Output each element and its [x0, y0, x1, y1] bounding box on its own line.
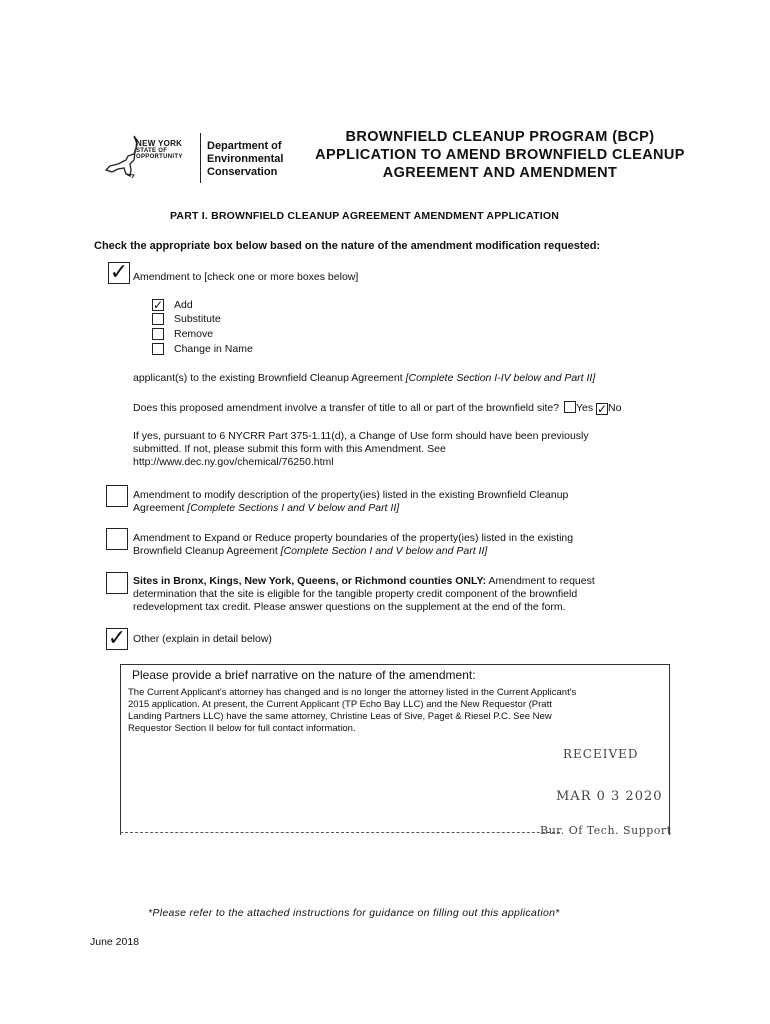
transfer-no-checkbox[interactable] [596, 403, 608, 415]
form-title [300, 128, 700, 182]
narrative-line: Requestor Section II below for full contact information. [128, 723, 356, 734]
received-stamp-date: MAR 0 3 2020 [556, 789, 663, 804]
option-line: Amendment to Expand or Reduce property boundaries of the property(ies) listed in the existing [133, 532, 574, 544]
check-icon: ✓ [109, 260, 129, 285]
remove-checkbox[interactable] [152, 328, 164, 340]
transfer-yes-checkbox[interactable] [564, 401, 576, 413]
option-line: Agreement [133, 502, 188, 514]
applicant-text [133, 372, 595, 385]
modify-description-text [133, 489, 568, 515]
amendment-checkbox[interactable] [108, 262, 130, 284]
form-date: June 2018 [90, 936, 140, 948]
expand-reduce-checkbox[interactable] [106, 528, 128, 550]
substitute-label: Substitute [174, 313, 221, 325]
logo-dept-text [207, 140, 283, 179]
received-stamp-dept: Bur. Of Tech. Support [540, 824, 672, 837]
change-of-use-line: If yes, pursuant to 6 NYCRR Part 375-1.11(d), a Change of Use form should have been previously [133, 430, 589, 442]
logo-ny-line: NEW YORK [136, 139, 183, 148]
no-label: No [608, 402, 622, 414]
title-line: BROWNFIELD CLEANUP PROGRAM (BCP) [345, 129, 655, 145]
logo-dept-line: Conservation [207, 166, 278, 178]
change-of-use-note [133, 430, 589, 469]
yes-label: Yes [575, 402, 594, 414]
logo-dept-line: Department of [207, 140, 282, 152]
modify-description-checkbox[interactable] [106, 485, 128, 507]
substitute-checkbox[interactable] [152, 313, 164, 325]
change-in-name-checkbox[interactable] [152, 343, 164, 355]
change-of-use-link[interactable]: http://www.dec.ny.gov/chemical/76250.html [133, 456, 334, 468]
option-note: [Complete Sections I and V below and Part II] [187, 502, 400, 514]
instructions-note: *Please refer to the attached instructions for guidance on filling out this application* [148, 907, 560, 919]
amendment-label: Amendment to [check one or more boxes below] [133, 271, 359, 283]
narrative-line: 2015 application. At present, the Current Applicant (TP Echo Bay LLC) and the New Requestor (Pratt [128, 699, 552, 710]
narrative-line: Landing Partners LLC) have the same attorney, Christine Leas of Sive, Paget & Riesel P.C. See New [128, 711, 552, 722]
received-stamp: RECEIVED [563, 747, 639, 761]
check-icon: ✓ [107, 626, 127, 651]
narrative-box-bottom [120, 832, 560, 833]
check-icon: ✓ [597, 402, 608, 416]
option-line: Amendment to request [486, 575, 595, 587]
logo-ny-text [136, 139, 183, 160]
option-line: Brownfield Cleanup Agreement [133, 545, 281, 557]
transfer-question: Does this proposed amendment involve a transfer of title to all or part of the brownfield site? [133, 402, 560, 414]
tangible-credit-checkbox[interactable] [106, 572, 128, 594]
narrative-body [128, 687, 663, 735]
logo-dept-line: Environmental [207, 153, 284, 165]
logo-divider [200, 133, 201, 183]
ny-state-outline-icon [104, 134, 138, 178]
change-of-use-line: submitted. If not, please submit this form with this Amendment. See [133, 443, 446, 455]
logo-ny-line: STATE OF [136, 148, 168, 154]
narrative-title: Please provide a brief narrative on the nature of the amendment: [132, 668, 476, 682]
option-line: Amendment to modify description of the property(ies) listed in the existing Brownfield Cleanup [133, 489, 569, 501]
narrative-line: The Current Applicant's attorney has changed and is no longer the attorney listed in the Current Applicant's [128, 687, 577, 698]
check-icon: ✓ [153, 298, 164, 312]
applicant-text-main: applicant(s) to the existing Brownfield Cleanup Agreement [133, 372, 406, 384]
check-intro: Check the appropriate box below based on the nature of the amendment modification requested: [94, 240, 601, 252]
change-in-name-label: Change in Name [174, 343, 253, 355]
option-note: [Complete Section I and V below and Part II] [280, 545, 488, 557]
option-line: determination that the site is eligible for the tangible property credit component of the brownfield [133, 588, 578, 600]
title-line: APPLICATION TO AMEND BROWNFIELD CLEANUP [315, 147, 685, 163]
tangible-credit-text [133, 575, 595, 614]
option-line: redevelopment tax credit. Please answer questions on the supplement at the end of the form. [133, 601, 566, 613]
applicant-note: [Complete Section I-IV below and Part II] [405, 372, 596, 384]
logo-ny-line: OPPORTUNITY [136, 154, 183, 160]
part-heading: PART I. BROWNFIELD CLEANUP AGREEMENT AMENDMENT APPLICATION [170, 210, 560, 222]
remove-label: Remove [174, 328, 214, 340]
title-line: AGREEMENT AND AMENDMENT [382, 165, 618, 181]
expand-reduce-text [133, 532, 573, 558]
transfer-question-row [133, 401, 621, 415]
other-label: Other (explain in detail below) [133, 633, 272, 645]
option-bold-lead: Sites in Bronx, Kings, New York, Queens, or Richmond counties ONLY: [133, 575, 487, 587]
add-label: Add [174, 299, 193, 311]
add-checkbox[interactable] [152, 299, 164, 311]
other-checkbox[interactable] [106, 628, 128, 650]
